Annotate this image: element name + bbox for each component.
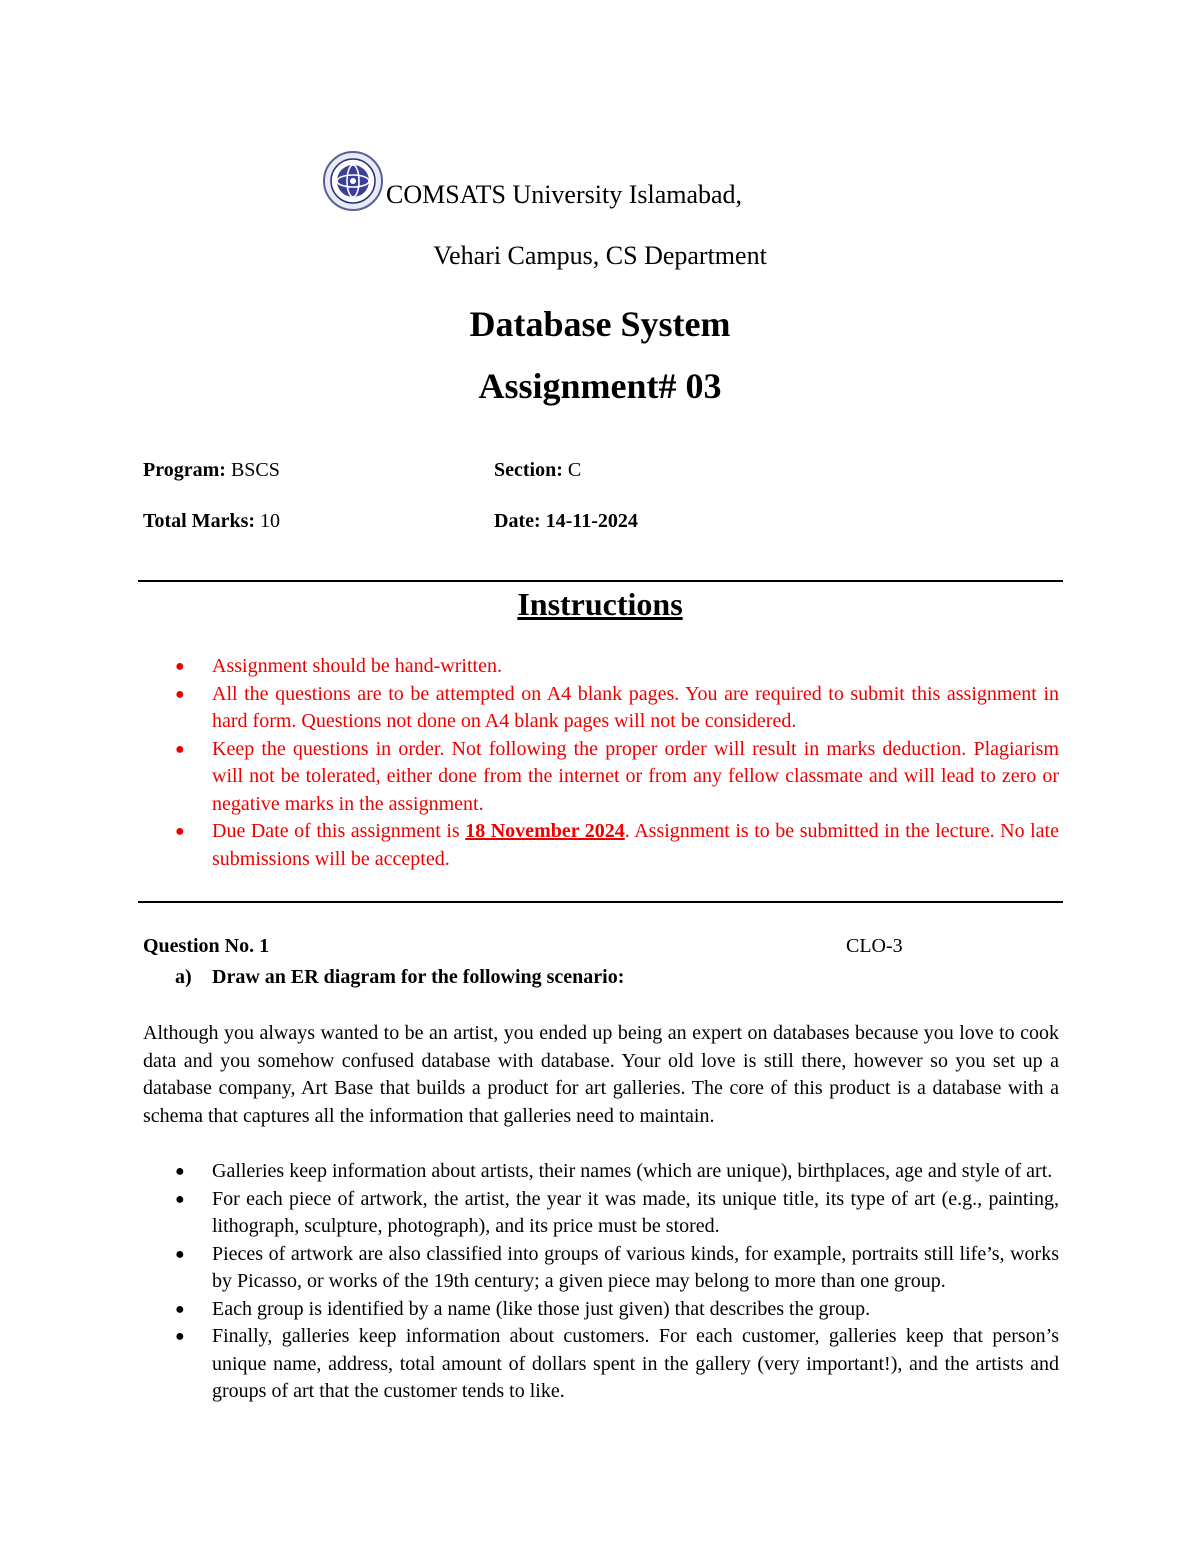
scenario-list (138, 1158, 1059, 1406)
list-item: ● Pieces of artwork are also classified into groups of various kinds, for example, portraits still life’s, works by Picasso, or works of the 19th century; a given piece may belong to more than one group. (175, 1242, 1059, 1292)
bullet-icon: ● (175, 1163, 185, 1180)
date-info (494, 510, 638, 533)
divider-bottom (138, 901, 1063, 903)
instructions-title: Instructions (517, 586, 683, 622)
instruction-item-due-date: ● Due Date of this assignment is 18 November 2024. Assignment is to be submitted in the lecture. No late submissions will be accepted. (175, 820, 1059, 870)
clo-label: CLO-3 (846, 935, 903, 957)
date-label: Date: (494, 510, 541, 532)
section-value: C (567, 459, 582, 481)
date-value: 14-11-2024 (545, 510, 638, 532)
list-item: ● For each piece of artwork, the artist, the year it was made, its unique title, its type of art (e.g., painting, lithograph, sculpture, photograph), and its price must be stored. (175, 1187, 1059, 1237)
instruction-item: ● Assignment should be hand-written. (138, 653, 1059, 681)
list-item: ● Galleries keep information about artists, their names (which are unique), birthplaces, age and style of art. (138, 1158, 1059, 1186)
bullet-icon: ● (175, 1245, 185, 1263)
assignment-title: Assignment# 03 (478, 366, 722, 406)
course-title: Database System (469, 304, 731, 344)
instructions-list (138, 653, 1059, 873)
list-item: ● Each group is identified by a name (like those just given) that describes the group. (138, 1296, 1059, 1324)
bullet-icon: ● (175, 1300, 185, 1318)
campus-department: Vehari Campus, CS Department (433, 241, 767, 270)
bullet-icon: ● (175, 1190, 185, 1208)
question-heading: Question No. 1 (143, 935, 270, 957)
total-marks-value: 10 (260, 510, 281, 532)
program-label: Program: (143, 459, 226, 481)
divider-top (138, 580, 1063, 582)
instruction-item: ● Keep the questions in order. Not following the proper order will result in marks deduction. Plagiarism will not be tolerated, either done from the internet or from any fellow classmate and will lead to zero or negative marks in the assignment. (175, 737, 1059, 815)
part-a-text: Draw an ER diagram for the following scenario: (212, 966, 625, 988)
bullet-icon: ● (175, 1328, 185, 1345)
program-info (143, 459, 280, 482)
question-part-a (175, 966, 624, 989)
university-name: COMSATS University Islamabad, (386, 180, 743, 209)
instruction-item: ● All the questions are to be attempted on A4 blank pages. You are required to submit this assignment in hard form. Questions not done on A4 blank pages will not be considered. (175, 682, 1059, 732)
total-marks-info (143, 510, 280, 533)
due-date: 18 November 2024 (465, 820, 625, 842)
part-a-tag: a) (175, 966, 192, 988)
bullet-icon: ● (175, 658, 185, 675)
scenario-paragraph: Although you always wanted to be an artist, you ended up being an expert on databases because you love to cook data and you somehow confused database with database. Your old love is still there, however so you set up a database company, Art Base that builds a product for art galleries. The core of this product is a database with a schema that captures all the information that galleries need to maintain. (143, 1022, 1059, 1127)
bullet-icon: ● (175, 685, 185, 703)
section-info (494, 459, 581, 482)
total-marks-label: Total Marks: (143, 510, 256, 532)
section-label: Section: (494, 459, 563, 481)
list-item: ● Finally, galleries keep information about customers. For each customer, galleries keep that person’s unique name, address, total amount of dollars spent in the gallery (very important!), and the artists and groups of art that the customer tends to like. (175, 1325, 1059, 1402)
university-seal-logo (322, 150, 384, 212)
program-value: BSCS (230, 459, 280, 481)
bullet-icon: ● (175, 740, 185, 758)
bullet-icon: ● (175, 823, 185, 840)
